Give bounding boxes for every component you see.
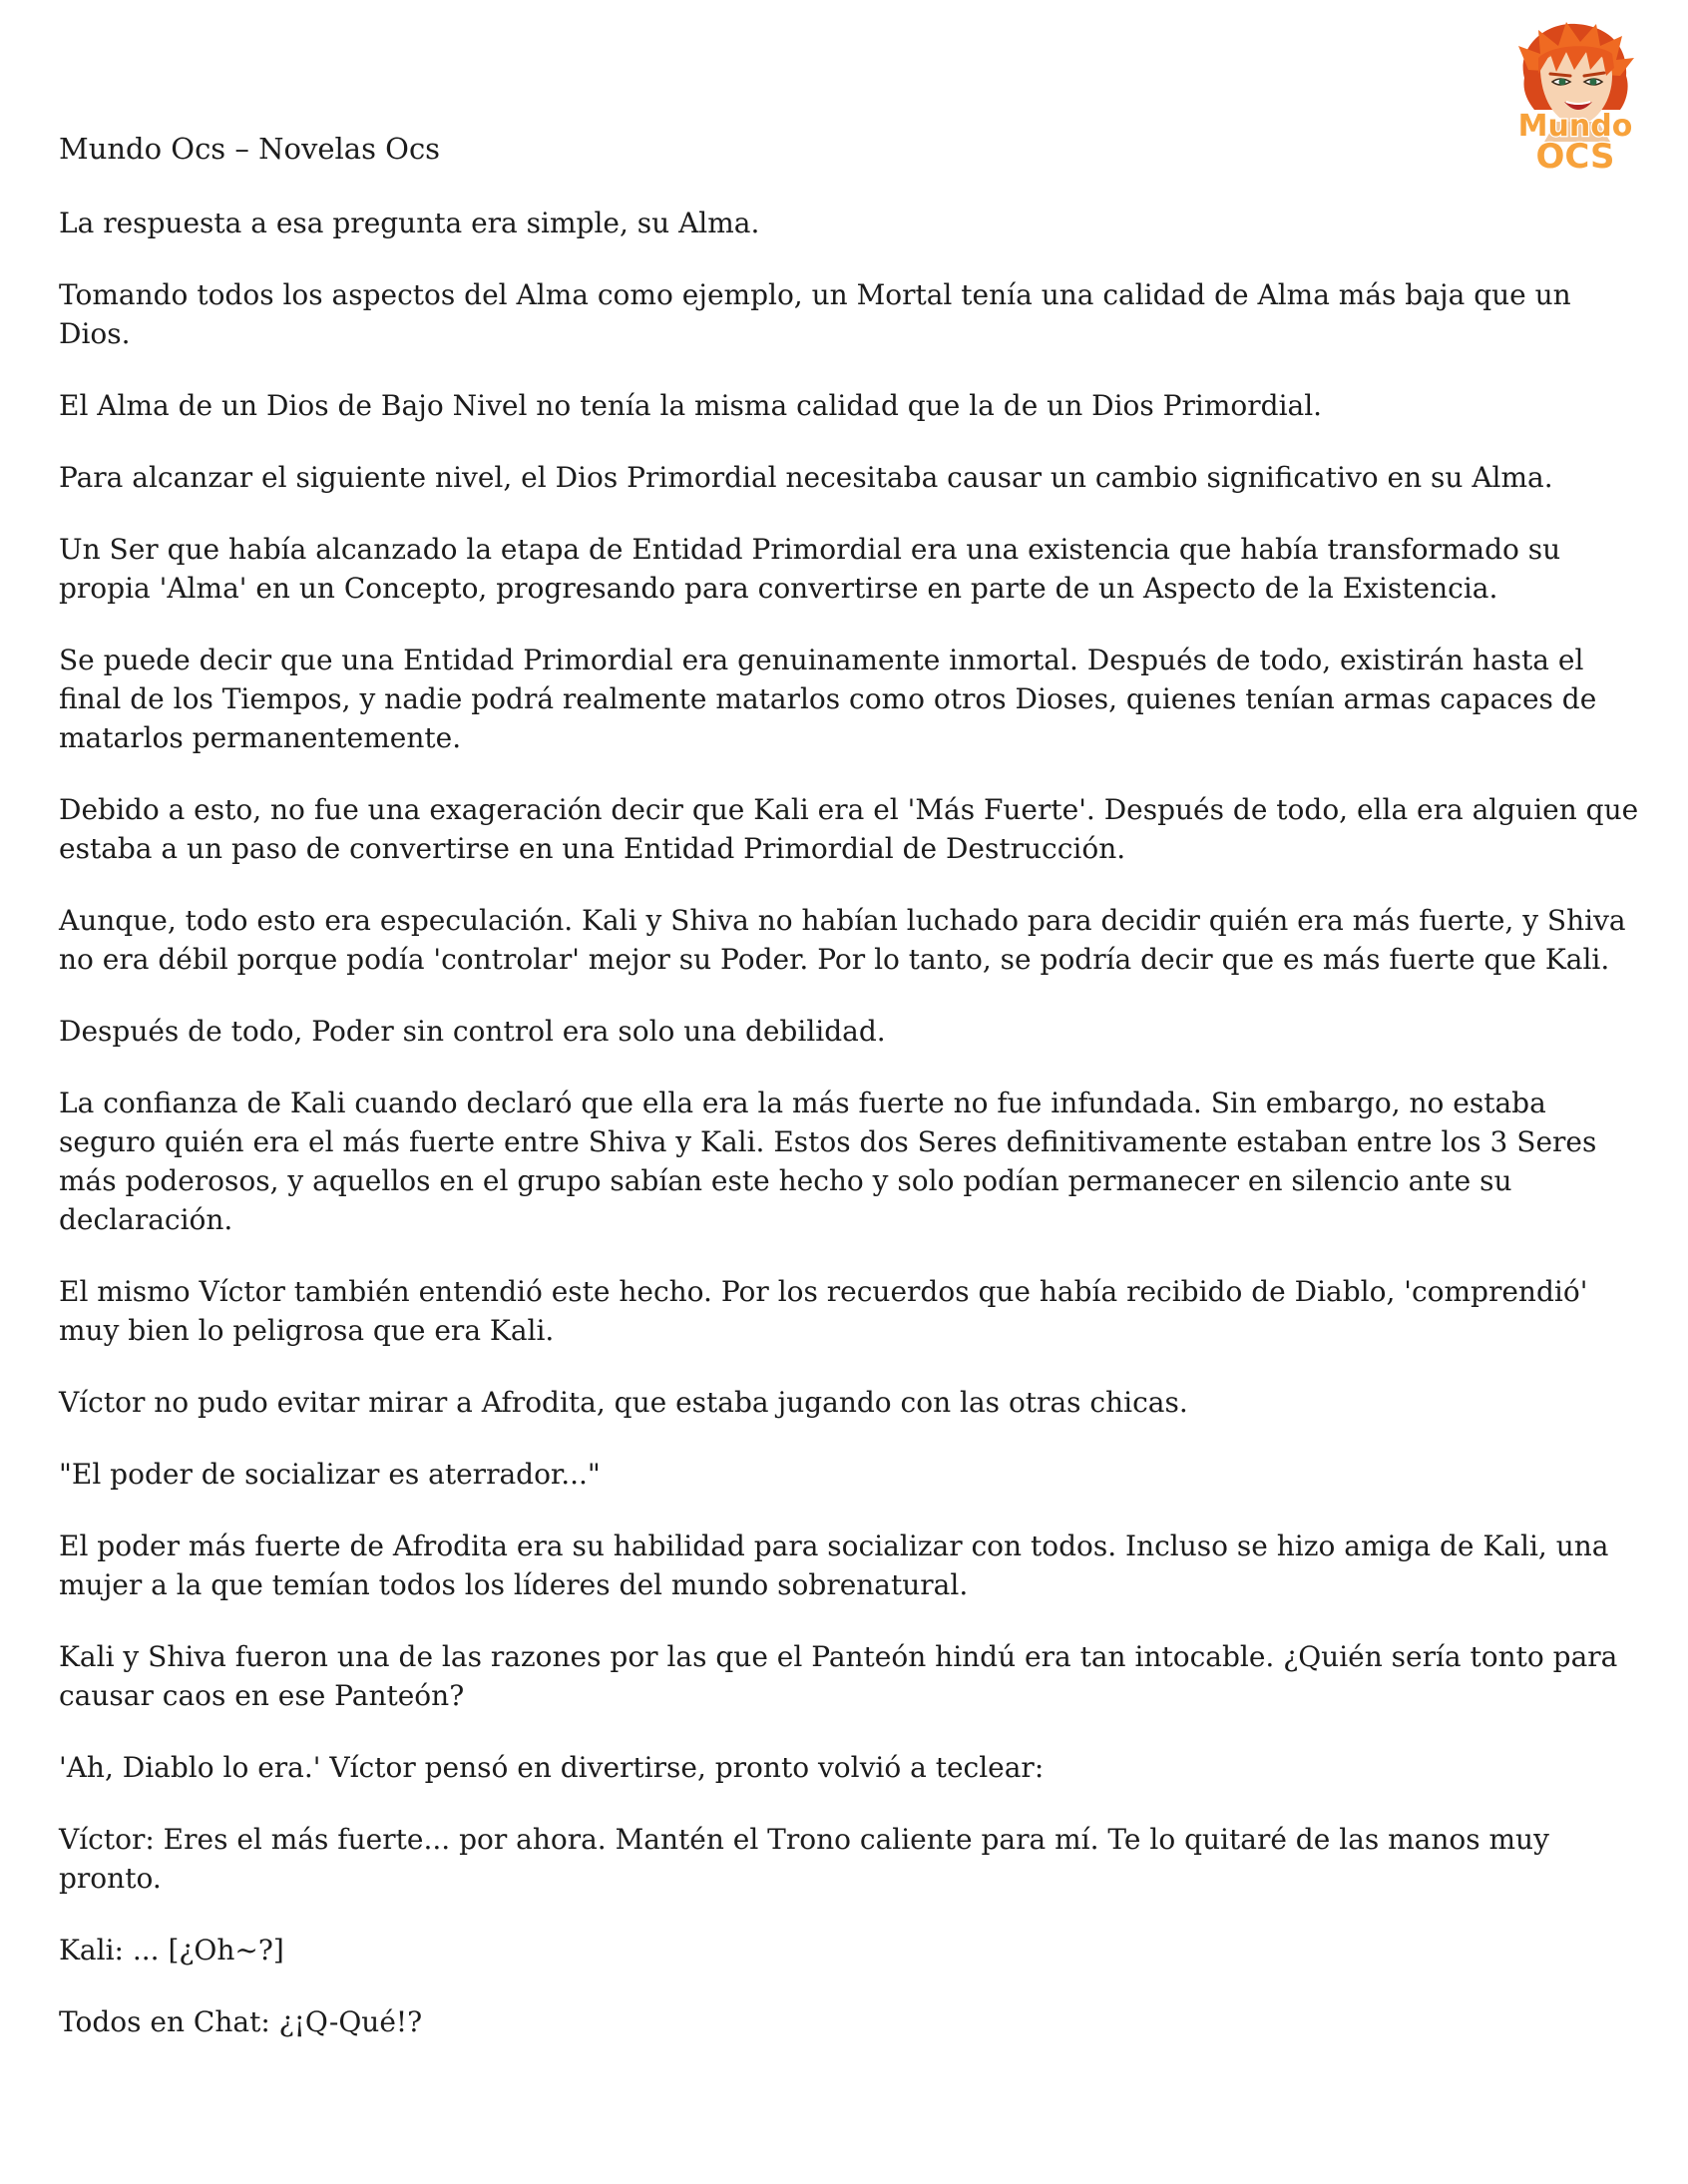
page-header: Mundo Ocs – Novelas Ocs (59, 132, 441, 166)
paragraph: Víctor no pudo evitar mirar a Afrodita, que estaba jugando con las otras chicas. (59, 1386, 1188, 1419)
paragraph: Tomando todos los aspectos del Alma como ejemplo, un Mortal tenía una calidad de Alma más baja que un Dios. (59, 278, 1571, 350)
paragraph: El Alma de un Dios de Bajo Nivel no tenía la misma calidad que la de un Dios Primordial. (59, 389, 1323, 422)
paragraph: Para alcanzar el siguiente nivel, el Dios Primordial necesitaba causar un cambio significativo en su Alma. (59, 461, 1553, 494)
paragraph: Aunque, todo esto era especulación. Kali y Shiva no habían luchado para decidir quién era más fuerte, y Shiva no era débil porque podía 'controlar' mejor su Poder. Por lo tanto, se podría decir que es más fuerte que Kali. (59, 904, 1626, 976)
paragraph: "El poder de socializar es aterrador..." (59, 1458, 601, 1491)
mundo-ocs-logo (1494, 18, 1656, 180)
paragraph: El mismo Víctor también entendió este hecho. Por los recuerdos que había recibido de Diablo, 'comprendió' muy bien lo peligrosa que era Kali. (59, 1275, 1588, 1347)
paragraph: Todos en Chat: ¿¡Q-Qué!? (59, 2005, 423, 2038)
paragraph: El poder más fuerte de Afrodita era su habilidad para socializar con todos. Incluso se hizo amiga de Kali, una mujer a la que temían todos los líderes del mundo sobrenatural. (59, 1529, 1609, 1601)
paragraph: Víctor: Eres el más fuerte... por ahora. Mantén el Trono caliente para mí. Te lo quitaré de las manos muy pronto. (59, 1823, 1549, 1895)
paragraph: Se puede decir que una Entidad Primordial era genuinamente inmortal. Después de todo, existirán hasta el final de los Tiempos, y nadie podrá realmente matarlos como otros Dioses, quienes tenían armas capaces de matarlos permanentemente. (59, 644, 1597, 754)
logo-text-line1: Mundo (1517, 109, 1633, 144)
document-body (59, 204, 1640, 2074)
paragraph: La respuesta a esa pregunta era simple, su Alma. (59, 207, 760, 239)
paragraph: Debido a esto, no fue una exageración decir que Kali era el 'Más Fuerte'. Después de todo, ella era alguien que estaba a un paso de convertirse en una Entidad Primordial de Destrucción. (59, 793, 1639, 865)
paragraph: 'Ah, Diablo lo era.' Víctor pensó en divertirse, pronto volvió a teclear: (59, 1751, 1045, 1784)
paragraph: La confianza de Kali cuando declaró que ella era la más fuerte no fue infundada. Sin embargo, no estaba seguro quién era el más fuerte entre Shiva y Kali. Estos dos Seres definitivamente estaban entre los 3 Seres más poderosos, y aquellos en el grupo sabían este hecho y solo podían permanecer en silencio ante su declaración. (59, 1087, 1597, 1236)
paragraph: Kali: ... [¿Oh~?] (59, 1934, 284, 1966)
logo-text-line2: OCS (1535, 137, 1615, 177)
paragraph: Después de todo, Poder sin control era solo una debilidad. (59, 1015, 886, 1048)
paragraph: Kali y Shiva fueron una de las razones por las que el Panteón hindú era tan intocable. ¿Quién sería tonto para causar caos en ese Panteón? (59, 1640, 1618, 1712)
paragraph: Un Ser que había alcanzado la etapa de Entidad Primordial era una existencia que había transformado su propia 'Alma' en un Concepto, progresando para convertirse en parte de un Aspecto de la Existencia. (59, 533, 1561, 605)
